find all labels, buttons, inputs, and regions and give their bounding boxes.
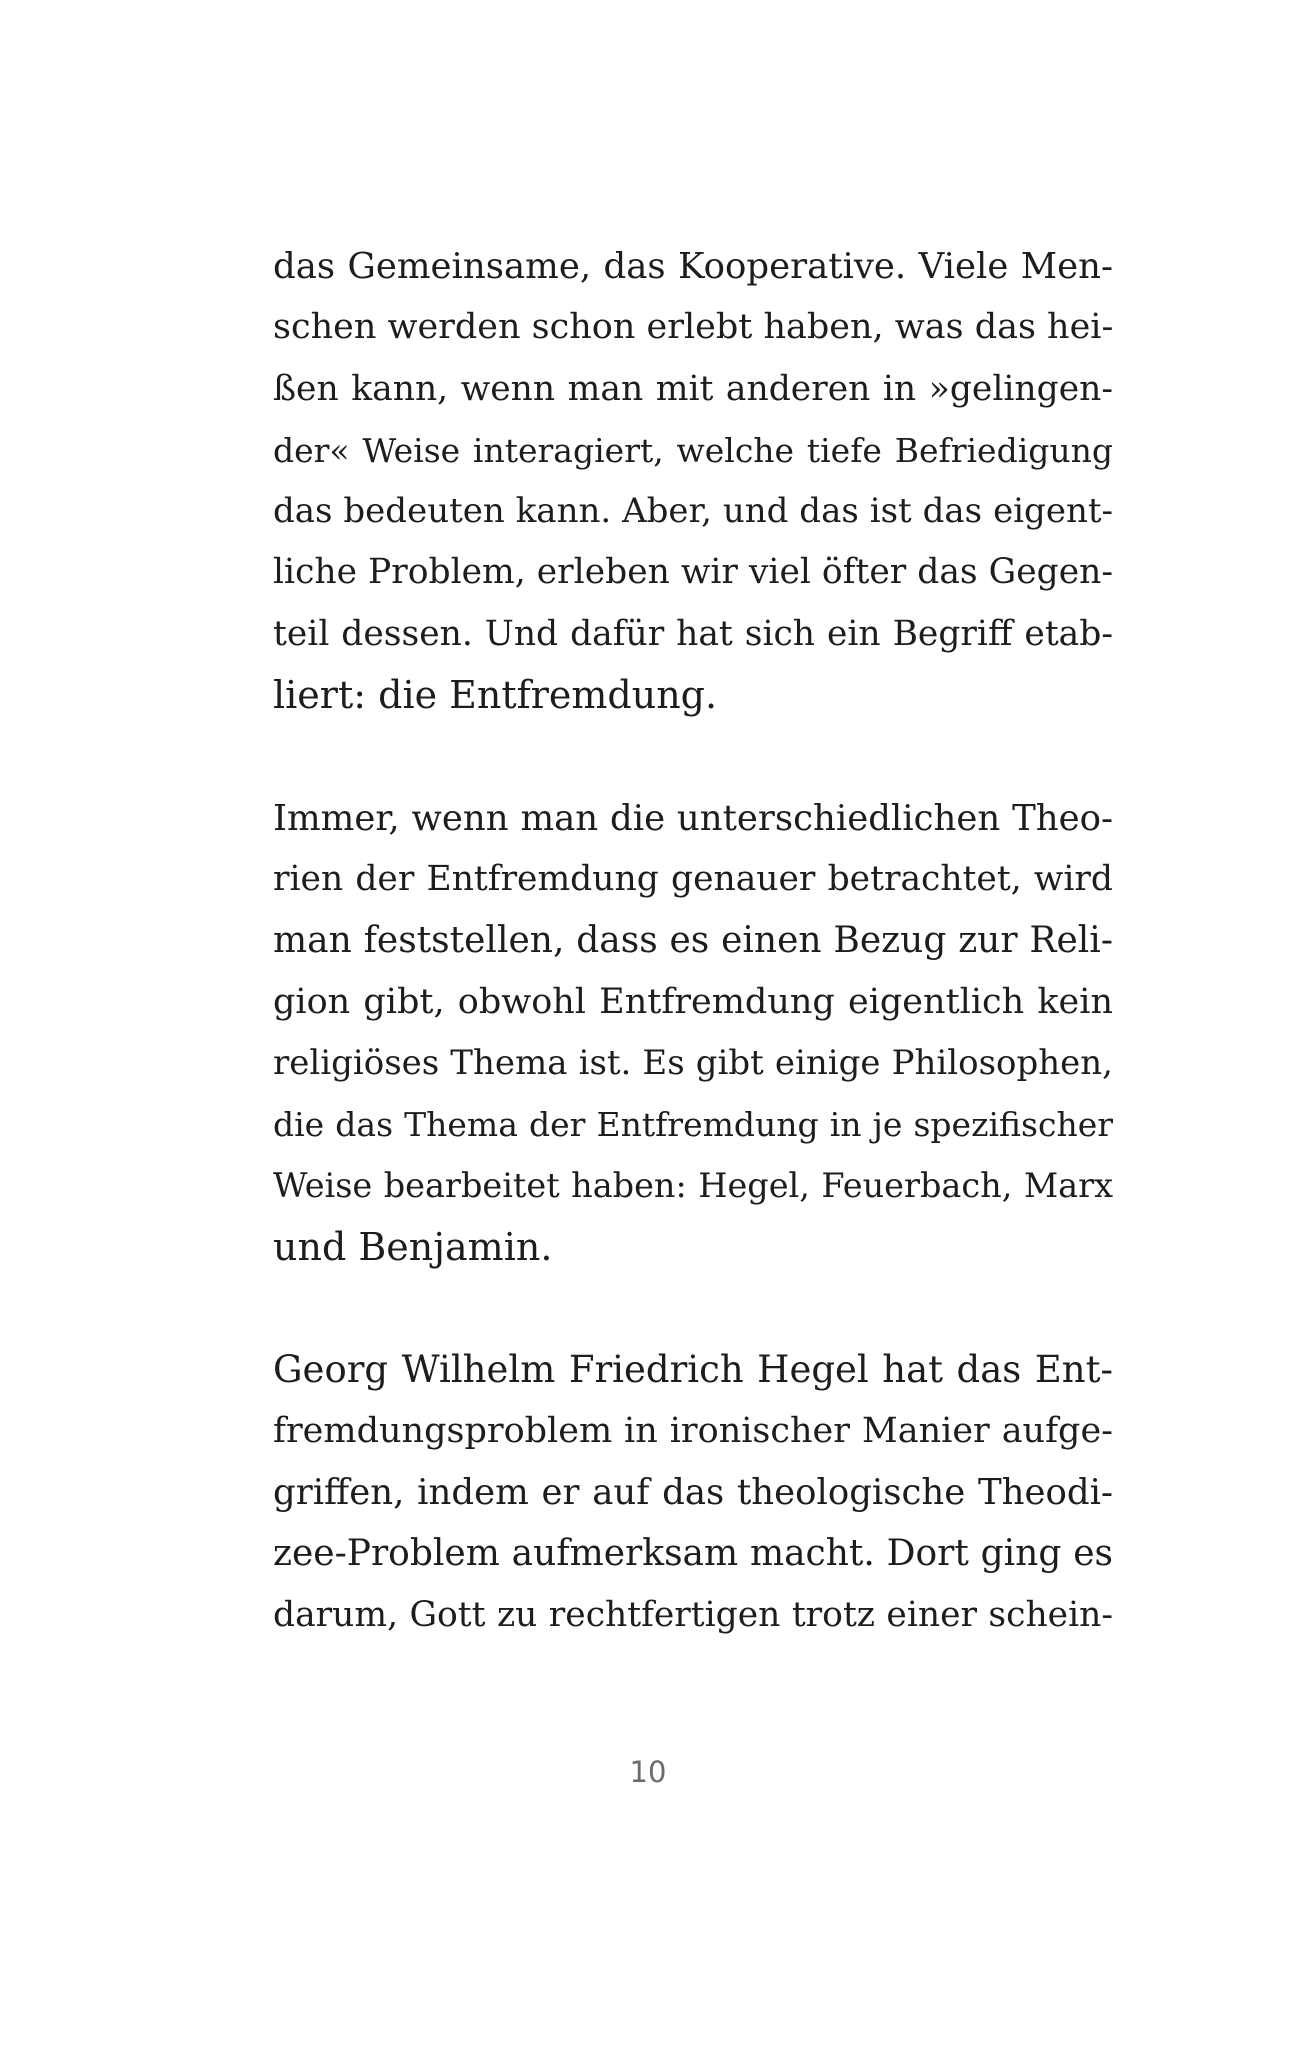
body-text: [273, 236, 1113, 1646]
text-line: der« Weise interagiert, welche tiefe Befriedigung: [273, 430, 1113, 470]
paragraph-3: [273, 1339, 1113, 1645]
text-line: das bedeuten kann. Aber, und das ist das eigent-: [273, 491, 1113, 532]
text-line: griffen, indem er auf das theologische Theodi-: [273, 1471, 1113, 1513]
text-line: Georg Wilhelm Friedrich Hegel hat das Ent-: [273, 1348, 1113, 1392]
text-line: liert: die Entfremdung.: [273, 673, 718, 718]
text-line: man feststellen, dass es einen Bezug zur Reli-: [273, 920, 1113, 962]
text-line: schen werden schon erlebt haben, was das hei-: [273, 307, 1114, 348]
text-line: religiöses Thema ist. Es gibt einige Philosophen,: [273, 1042, 1113, 1083]
page-number: 10: [629, 1755, 667, 1789]
text-line: ßen kann, wenn man mit anderen in »gelingen-: [273, 368, 1113, 409]
text-line: darum, Gott zu rechtfertigen trotz einer schein-: [273, 1594, 1113, 1635]
paragraph-1: [273, 236, 1113, 726]
text-line: zee-Problem aufmerksam macht. Dort ging es: [273, 1533, 1113, 1575]
paragraph-2: [273, 788, 1113, 1278]
text-line: die das Thema der Entfremdung in je spezifischer: [273, 1105, 1113, 1145]
text-line: Immer, wenn man die unterschiedlichen Theo-: [273, 797, 1113, 839]
text-line: und Benjamin.: [273, 1224, 553, 1269]
text-line: Weise bearbeitet haben: Hegel, Feuerbach, Marx: [273, 1166, 1113, 1206]
text-line: rien der Entfremdung genauer betrachtet, wird: [273, 858, 1113, 899]
text-line: das Gemeinsame, das Kooperative. Viele Men-: [273, 246, 1113, 287]
text-line: teil dessen. Und dafür hat sich ein Begriff etab-: [273, 613, 1113, 654]
paragraph-gap: [273, 1278, 1113, 1339]
text-line: fremdungsproblem in ironischer Manier aufge-: [273, 1410, 1113, 1451]
paragraph-gap: [273, 726, 1113, 787]
text-line: liche Problem, erleben wir viel öfter das Gegen-: [273, 552, 1113, 593]
text-line: gion gibt, obwohl Entfremdung eigentlich kein: [273, 981, 1113, 1022]
